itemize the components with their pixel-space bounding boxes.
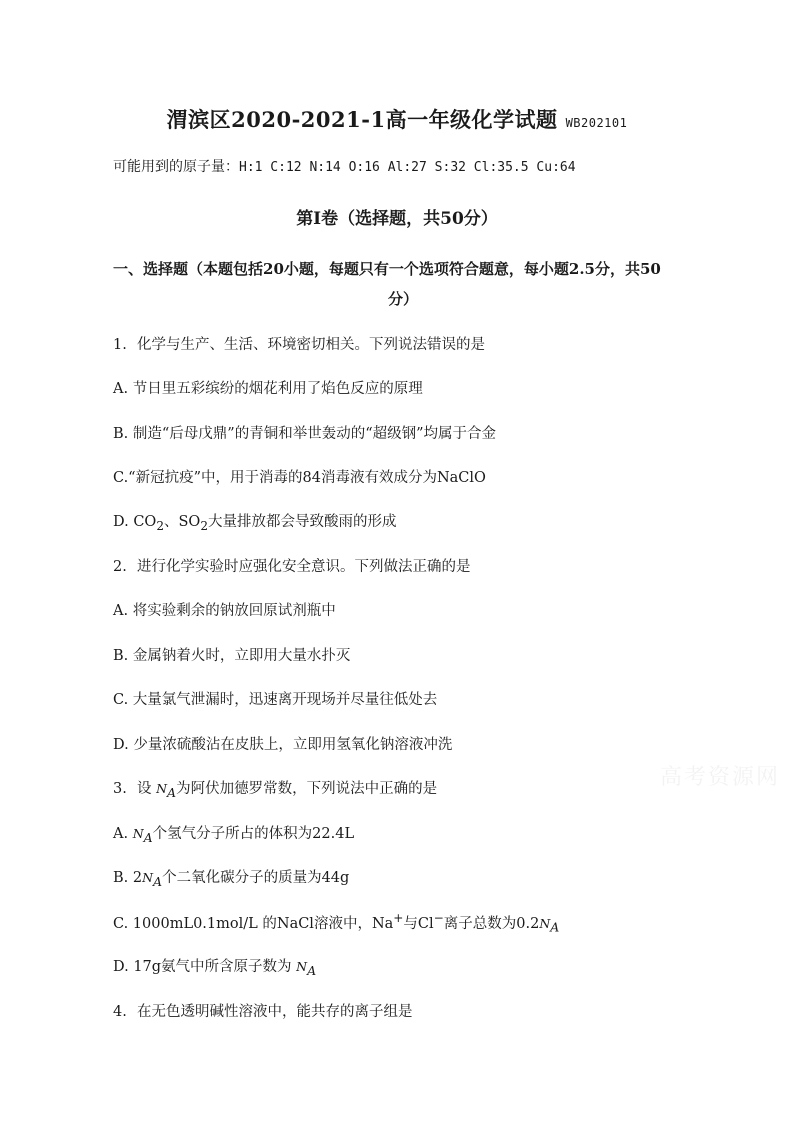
q1-d-sub: 2 bbox=[200, 518, 209, 533]
q3-number: 3. bbox=[113, 781, 127, 797]
q3-c-sup: + bbox=[393, 911, 404, 925]
q1-number: 1. bbox=[113, 337, 127, 353]
exam-title bbox=[0, 104, 794, 134]
q1-stem bbox=[113, 333, 485, 354]
exam-title-main: 渭滨区2020-2021-1高一年级化学试题 bbox=[166, 107, 558, 132]
na-subscript: A bbox=[153, 873, 163, 889]
exam-code: WB202101 bbox=[565, 116, 628, 130]
q2-number: 2. bbox=[113, 559, 127, 575]
q1-d-text: 大量排放都会导致酸雨的形成 bbox=[208, 514, 397, 530]
q3-option-b bbox=[113, 866, 349, 889]
q1-d-text: 、SO bbox=[164, 514, 201, 530]
section1-heading-line1: 一、选择题（本题包括20小题，每题只有一个选项符合题意，每小题2.5分，共50 bbox=[113, 260, 661, 278]
q3-stem bbox=[113, 777, 437, 800]
part1-title: 第Ⅰ卷（选择题，共50分） bbox=[296, 209, 498, 229]
na-subscript: A bbox=[143, 829, 153, 845]
atomic-mass-values: H:1 C:12 N:14 O:16 Al:27 S:32 Cl:35.5 Cu:64 bbox=[239, 160, 576, 175]
q1-option-a: A. 节日里五彩缤纷的烟花利用了焰色反应的原理 bbox=[113, 381, 423, 397]
q1-option-d bbox=[113, 510, 397, 533]
atomic-mass-label: 可能用到的原子量： bbox=[113, 159, 239, 175]
q3-a-text: 个氢气分子所占的体积为22.4L bbox=[152, 826, 355, 842]
na-subscript: A bbox=[550, 919, 560, 935]
q3-d-text: D. 17g氨气中所含原子数为 bbox=[113, 959, 297, 975]
q3-stem-text: 设 bbox=[137, 781, 157, 797]
q3-c-text: C. 1000mL0.1mol/L 的NaCl溶液中，Na bbox=[113, 915, 394, 932]
q1-d-text: D. CO bbox=[113, 514, 157, 530]
q2-stem bbox=[113, 555, 471, 576]
q3-option-d bbox=[113, 955, 316, 978]
q1-option-b: B. 制造“后母戊鼎”的青铜和举世轰动的“超级钢”均属于合金 bbox=[113, 426, 497, 442]
q4-number: 4. bbox=[113, 1004, 127, 1020]
q2-stem-text: 进行化学实验时应强化安全意识。下列做法正确的是 bbox=[137, 559, 471, 575]
q1-d-sub: 2 bbox=[156, 518, 164, 533]
q1-option-c: C.“新冠抗疫”中，用于消毒的84消毒液有效成分为NaClO bbox=[113, 470, 486, 486]
q4-stem-text: 在无色透明碱性溶液中，能共存的离子组是 bbox=[137, 1004, 413, 1020]
q2-option-b: B. 金属钠着火时，立即用大量水扑灭 bbox=[113, 648, 351, 664]
q3-c-text: 与Cl bbox=[403, 915, 434, 932]
q3-c-sup: − bbox=[433, 911, 444, 925]
na-symbol: N bbox=[296, 959, 308, 974]
watermark: 高考资源网 bbox=[660, 765, 781, 790]
q4-stem bbox=[113, 1000, 413, 1021]
q3-c-text: 离子总数为0.2 bbox=[443, 915, 540, 932]
q3-option-c bbox=[113, 911, 559, 935]
q2-option-c: C. 大量氯气泄漏时，迅速离开现场并尽量往低处去 bbox=[113, 692, 438, 708]
section1-heading-line2: 分） bbox=[387, 290, 418, 308]
na-symbol: N bbox=[142, 870, 154, 885]
q3-option-a bbox=[113, 822, 354, 845]
q2-option-a: A. 将实验剩余的钠放回原试剂瓶中 bbox=[113, 603, 336, 619]
q3-stem-text: 为阿伏加德罗常数，下列说法中正确的是 bbox=[176, 781, 438, 797]
na-subscript: A bbox=[307, 962, 317, 978]
q3-b-text: B. 2 bbox=[113, 870, 143, 886]
section1-heading bbox=[113, 254, 693, 314]
na-symbol: N bbox=[156, 781, 168, 796]
na-subscript: A bbox=[167, 784, 177, 800]
na-symbol: N bbox=[132, 826, 144, 841]
q1-stem-text: 化学与生产、生活、环境密切相关。下列说法错误的是 bbox=[137, 337, 485, 353]
atomic-mass-line bbox=[113, 156, 576, 176]
na-symbol: N bbox=[539, 915, 551, 931]
q3-a-text: A. bbox=[113, 826, 133, 842]
q3-b-text: 个二氧化碳分子的质量为44g bbox=[162, 870, 350, 886]
q2-option-d: D. 少量浓硫酸沾在皮肤上，立即用氢氧化钠溶液冲洗 bbox=[113, 737, 453, 753]
